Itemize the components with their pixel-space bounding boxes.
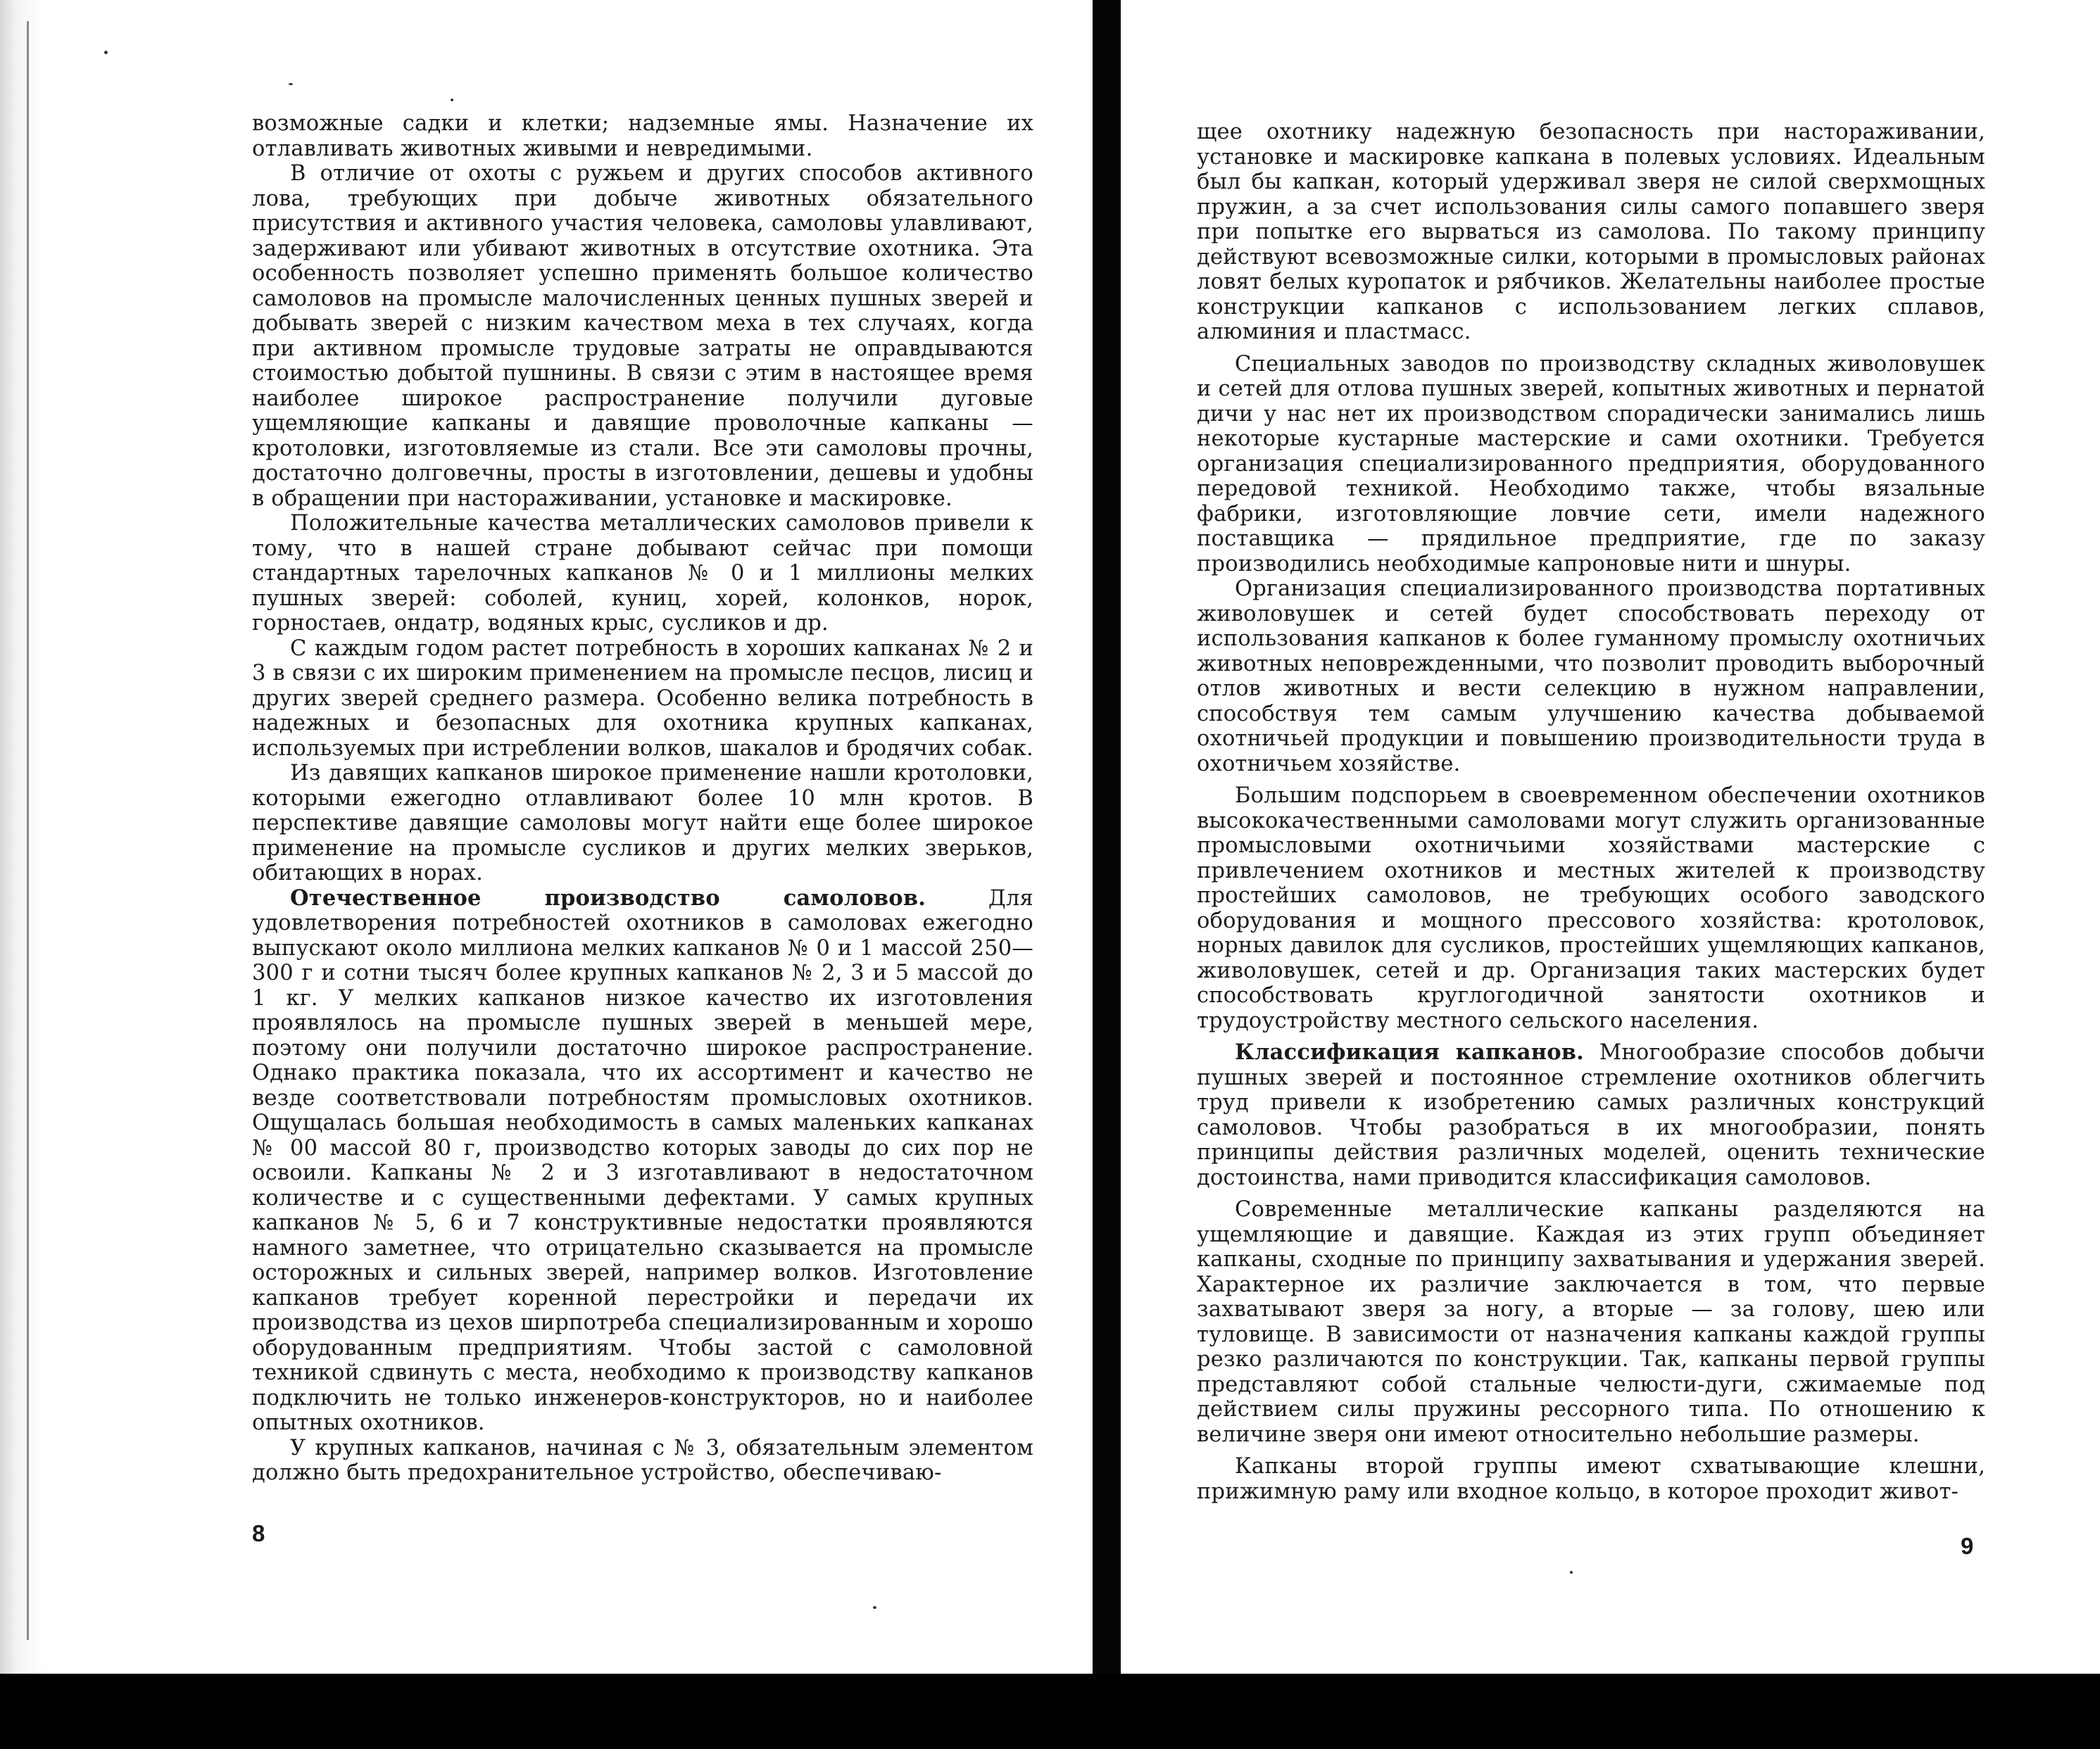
page-number-right: 9 bbox=[1961, 1533, 1974, 1559]
scan-speck bbox=[289, 83, 293, 85]
left-paragraph-3: Положительные качества металлических самоловов привели к тому, что в нашей стране добывают сейчас при помощи стандартных тарелочных капканов № 0 и 1 миллионы мелких пушных зверей: соболей, куниц, хорей, колонков, норок, горностаев, ондатр, водяных крыс, сусликов и др. bbox=[252, 511, 1033, 636]
left-paragraph-5: Из давящих капканов широкое применение нашли кротоловки, которыми ежегодно отлавливают более 10 млн кротов. В перспективе давящие самоловы могут найти еще более широкое применение на промысле сусликов и других мелких зверьков, обитающих в норах. bbox=[252, 761, 1033, 885]
left-page bbox=[0, 0, 1093, 1674]
left-heading-paragraph-text: Для удовлетворения потребностей охотников в самоловах ежегодно выпускают около миллиона мелких капканов № 0 и 1 массой 250—300 г и сотни тысяч более крупных капканов № 2, 3 и 5 массой до 1 кг. У мелких капканов низкое качество их изготовления проявлялось на промысле пушных зверей в меньшей мере, поэтому они получили достаточно широкое распространение. Однако практика показала, что их ассортимент и качество не везде соответствовали потребностям промысловых охотников. Ощущалась большая необходимость в самых маленьких капканах № 00 массой 80 г, производство которых заводы до сих пор не освоили. Капканы № 2 и 3 изготавливают в недостаточном количестве и с существенными дефектами. У самых крупных капканов № 5, 6 и 7 конструктивные недостатки проявляются намного заметнее, что отрицательно сказывается на промысле осторожных и сильных зверей, например волков. Изготовление капканов требует коренной перестройки и передачи их производства из цехов ширпотреба специализированным и хорошо оборудованным предприятиям. Чтобы застой с самоловной техникой сдвинуть с места, необходимо к производству капканов подключить не только инженеров-конструкторов, но и наиболее опытных охотников. bbox=[252, 885, 1033, 1435]
right-heading-paragraph-text: Многообразие способов добычи пушных зверей и постоянное стремление охотников облегчить труд привели к изобретению самых различных конструкций самоловов. Чтобы разобраться в их многообразии, понять принципы действия различных моделей, оценить технические достоинства, нами приводится классификация самоловов. bbox=[1197, 1040, 1986, 1190]
left-paragraph-2: В отличие от охоты с ружьем и других способов активного лова, требующих при добыче животных обязательного присутствия и активного участия человека, самоловы улавливают, задерживают или убивают животных в отсутствие охотника. Эта особенность позволяет успешно применять большое количество самоловов на промысле малочисленных ценных пушных зверей и добывать зверей с низким качеством меха в тех случаях, когда при активном промысле трудовые затраты не оправдываются стоимостью добытой пушнины. В связи с этим в настоящее время наиболее широкое распространение получили дуговые ущемляющие капканы и давящие проволочные капканы — кротоловки, изготовляемые из стали. Все эти самоловы прочны, достаточно долговечны, просты в изготовлении, дешевы и удобны в обращении при настораживании, установке и маскировке. bbox=[252, 161, 1033, 511]
scan-speck bbox=[451, 99, 453, 101]
scan-speck bbox=[104, 51, 108, 54]
scan-speck bbox=[1570, 1571, 1573, 1574]
left-page-text bbox=[252, 111, 1033, 1486]
right-paragraph-5: Современные металлические капканы разделяются на ущемляющие и давящие. Каждая из этих групп объединяет капканы, сходные по принципу захватывания и удержания зверей. Характерное их различие заключается в том, что первые захватывают зверя за ногу, а вторые — за голову, шею или туловище. В зависимости от назначения капканы каждой группы резко различаются по конструкции. Так, капканы первой группы представляют собой стальные челюсти-дуги, сжимаемые под действием силы пружины рессорного типа. По отношению к величине зверя они имеют относительно небольшие размеры. bbox=[1197, 1197, 1985, 1447]
right-page-text bbox=[1197, 120, 1985, 1504]
left-heading-paragraph bbox=[252, 886, 1033, 1436]
book-gutter bbox=[1093, 0, 1121, 1749]
section-heading-production: Отечественное производство самоловов. bbox=[290, 885, 926, 911]
right-paragraph-3: Организация специализированного производства портативных живоловушек и сетей будет способствовать переходу от использования капканов к более гуманному промыслу охотничьих животных неповрежденными, что позволит проводить выборочный отлов животных и вести селекцию в нужном направлении, способствуя тем самым улучшению качества добываемой охотничьей продукции и повышению производительности труда в охотничьем хозяйстве. bbox=[1197, 576, 1985, 776]
right-paragraph-1: щее охотнику надежную безопасность при настораживании, установке и маскировке капкана в полевых условиях. Идеальным был бы капкан, который удерживал зверя не силой сверхмощных пружин, а за счет использования силы самого попавшего зверя при попытке его вырваться из самолова. По такому принципу действуют всевозможные силки, которыми в промысловых районах ловят белых куропаток и рябчиков. Желательны наиболее простые конструкции капканов с использованием легких сплавов, алюминия и пластмасс. bbox=[1197, 120, 1985, 344]
scan-speck bbox=[873, 1606, 876, 1609]
scan-bottom-border bbox=[0, 1674, 2100, 1749]
right-heading-paragraph bbox=[1197, 1040, 1985, 1190]
right-paragraph-4: Большим подспорьем в своевременном обеспечении охотников высококачественными самоловами могут служить организованные промысловыми охотничьими хозяйствами мастерские с привлечением охотников и местных жителей к производству простейших самоловов, не требующих особого заводского оборудования и мощного прессового хозяйства: кротоловок, норных давилок для сусликов, простейших ущемляющих капканов, живоловушек, сетей и др. Организация таких мастерских будет способствовать круглогодичной занятости охотников и трудоустройству местного сельского населения. bbox=[1197, 783, 1985, 1033]
page-number-left: 8 bbox=[252, 1520, 265, 1546]
left-paragraph-4: С каждым годом растет потребность в хороших капканах № 2 и 3 в связи с их широким применением на промысле песцов, лисиц и других зверей среднего размера. Особенно велика потребность в надежных и безопасных для охотника крупных капканах, используемых при истреблении волков, шакалов и бродячих собак. bbox=[252, 636, 1033, 761]
left-paragraph-1: возможные садки и клетки; надземные ямы. Назначение их отлавливать животных живыми и невредимыми. bbox=[252, 111, 1033, 161]
right-paragraph-6: Капканы второй группы имеют схватывающие клешни, прижимную раму или входное кольцо, в которое проходит живот- bbox=[1197, 1454, 1985, 1504]
left-last-paragraph: У крупных капканов, начиная с № 3, обязательным элементом должно быть предохранительное устройство, обеспечиваю- bbox=[252, 1435, 1033, 1485]
right-paragraph-2: Специальных заводов по производству складных живоловушек и сетей для отлова пушных зверей, копытных животных и пернатой дичи у нас нет их производством спорадически занимались лишь некоторые кустарные мастерские и сами охотники. Требуется организация специализированного предприятия, оборудованного передовой техникой. Необходимо также, чтобы вязальные фабрики, изготовляющие ловчие сети, имели надежного поставщика — прядильное предприятие, где по заказу производились необходимые капроновые нити и шнуры. bbox=[1197, 351, 1985, 576]
section-heading-classification: Классификация капканов. bbox=[1235, 1040, 1584, 1065]
